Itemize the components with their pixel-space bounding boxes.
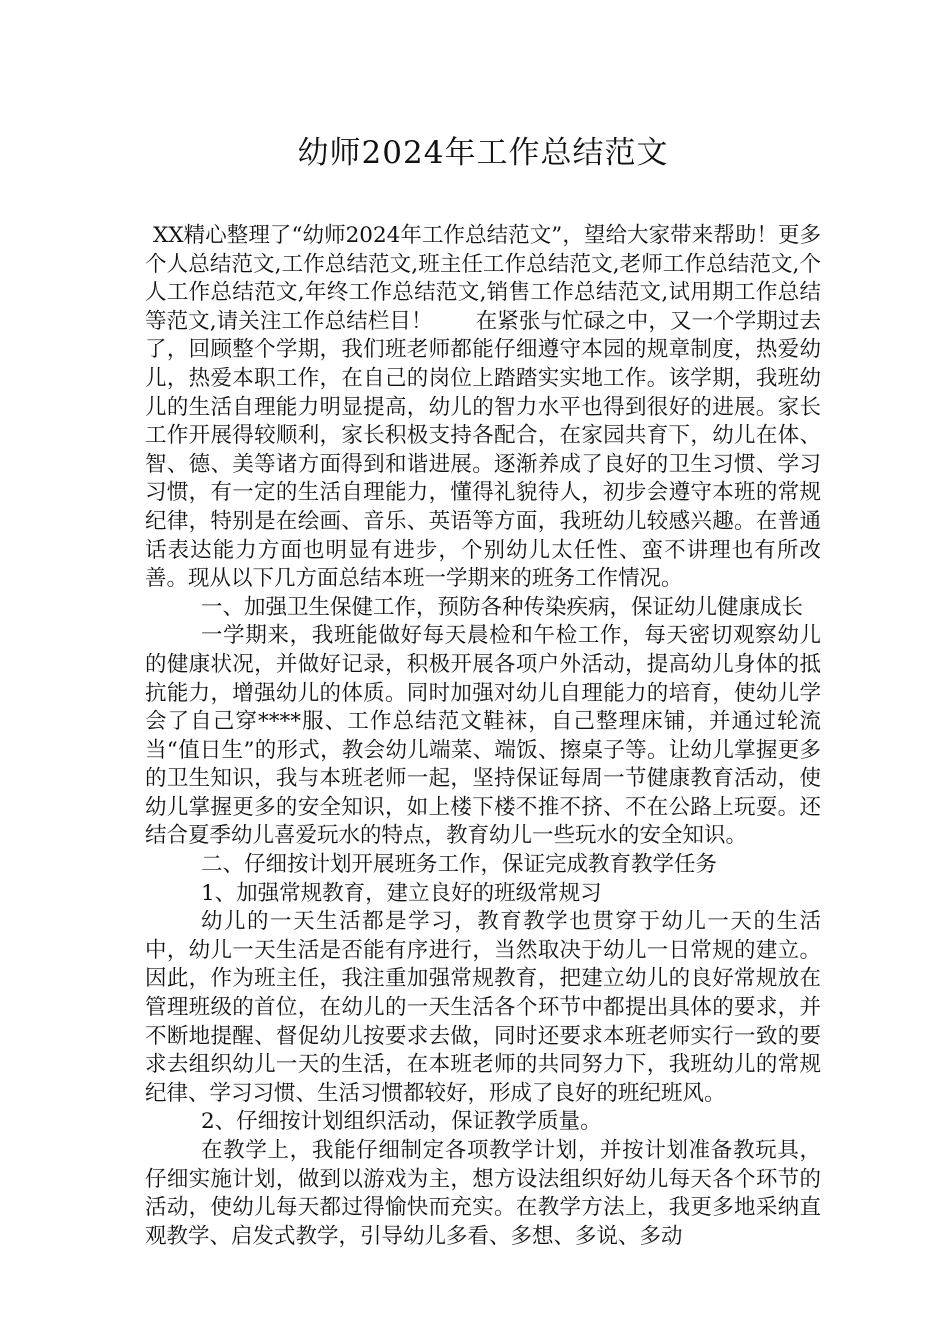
body-paragraph: 一学期来，我班能做好每天晨检和午检工作，每天密切观察幼儿的健康状况，并做好记录，积极开展各项户外活动，提高幼儿身体的抵抗能力，增强幼儿的体质。同时加强对幼儿自理能力的培育，使幼儿学会了自己穿****服、工作总结范文鞋袜，自己整理床铺，并通过轮流当“值日生”的形式，教会幼儿端菜、端饭、擦桌子等。让幼儿掌握更多的卫生知识，我与本班老师一起，坚持保证每周一节健康教育活动，使幼儿掌握更多的安全知识，如上楼下楼不推不挤、不在公路上玩耍。还结合夏季幼儿喜爱玩水的特点，教育幼儿一些玩水的安全知识。 (145, 623, 821, 849)
body-paragraph: 幼儿的一天生活都是学习，教育教学也贯穿于幼儿一天的生活中，幼儿一天生活是否能有序进行，当然取决于幼儿一日常规的建立。因此，作为班主任，我注重加强常规教育，把建立幼儿的良好常规放在管理班级的首位，在幼儿的一天生活各个环节中都提出具体的要求，并不断地提醒、督促幼儿按要求去做，同时还要求本班老师实行一致的要求去组织幼儿一天的生活，在本班老师的共同努力下，我班幼儿的常规纪律、学习习惯、生活习惯都较好，形成了良好的班纪班风。 (145, 909, 821, 1106)
intro-paragraph: XX精心整理了“幼师2024年工作总结范文”，望给大家带来帮助！更多个人总结范文,工作总结范文,班主任工作总结范文,老师工作总结范文,个人工作总结范文,年终工作总结范文,销售工作总结范文,试用期工作总结等范文,请关注工作总结栏目！ 在紧张与忙碌之中，又一个学期过去了，回顾整个学期，我们班老师都能仔细遵守本园的规章制度，热爱幼儿，热爱本职工作，在自己的岗位上踏踏实实地工作。该学期，我班幼儿的生活自理能力明显提高，幼儿的智力水平也得到很好的进展。家长工作开展得较顺利，家长积极支持各配合，在家园共育下，幼儿在体、智、德、美等诸方面得到和谐进展。逐渐养成了良好的卫生习惯、学习习惯，有一定的生活自理能力，懂得礼貌待人，初步会遵守本班的常规纪律，特别是在绘画、音乐、英语等方面，我班幼儿较感兴趣。在普通话表达能力方面也明显有进步，个别幼儿太任性、蛮不讲理也有所改善。现从以下几方面总结本班一学期来的班务工作情况。 (145, 223, 821, 592)
section-heading-1: 一、加强卫生保健工作，预防各种传染疾病，保证幼儿健康成长 (201, 594, 804, 620)
section-heading-2: 二、仔细按计划开展班务工作，保证完成教育教学任务 (201, 852, 718, 878)
body-paragraph: 在教学上，我能仔细制定各项教学计划，并按计划准备教玩具，仔细实施计划，做到以游戏为主，想方设法组织好幼儿每天各个环节的活动，使幼儿每天都过得愉快而充实。在教学方法上，我更多地采纳直观教学、启发式教学，引导幼儿多看、多想、多说、多动 (145, 1138, 821, 1249)
document-body (145, 222, 821, 1251)
subsection-heading-1: 1、加强常规教育，建立良好的班级常规习 (201, 880, 602, 906)
subsection-heading-2: 2、仔细按计划组织活动，保证教学质量。 (201, 1109, 602, 1135)
document-page (145, 0, 821, 1251)
document-title: 幼师2024年工作总结范文 (297, 135, 669, 171)
